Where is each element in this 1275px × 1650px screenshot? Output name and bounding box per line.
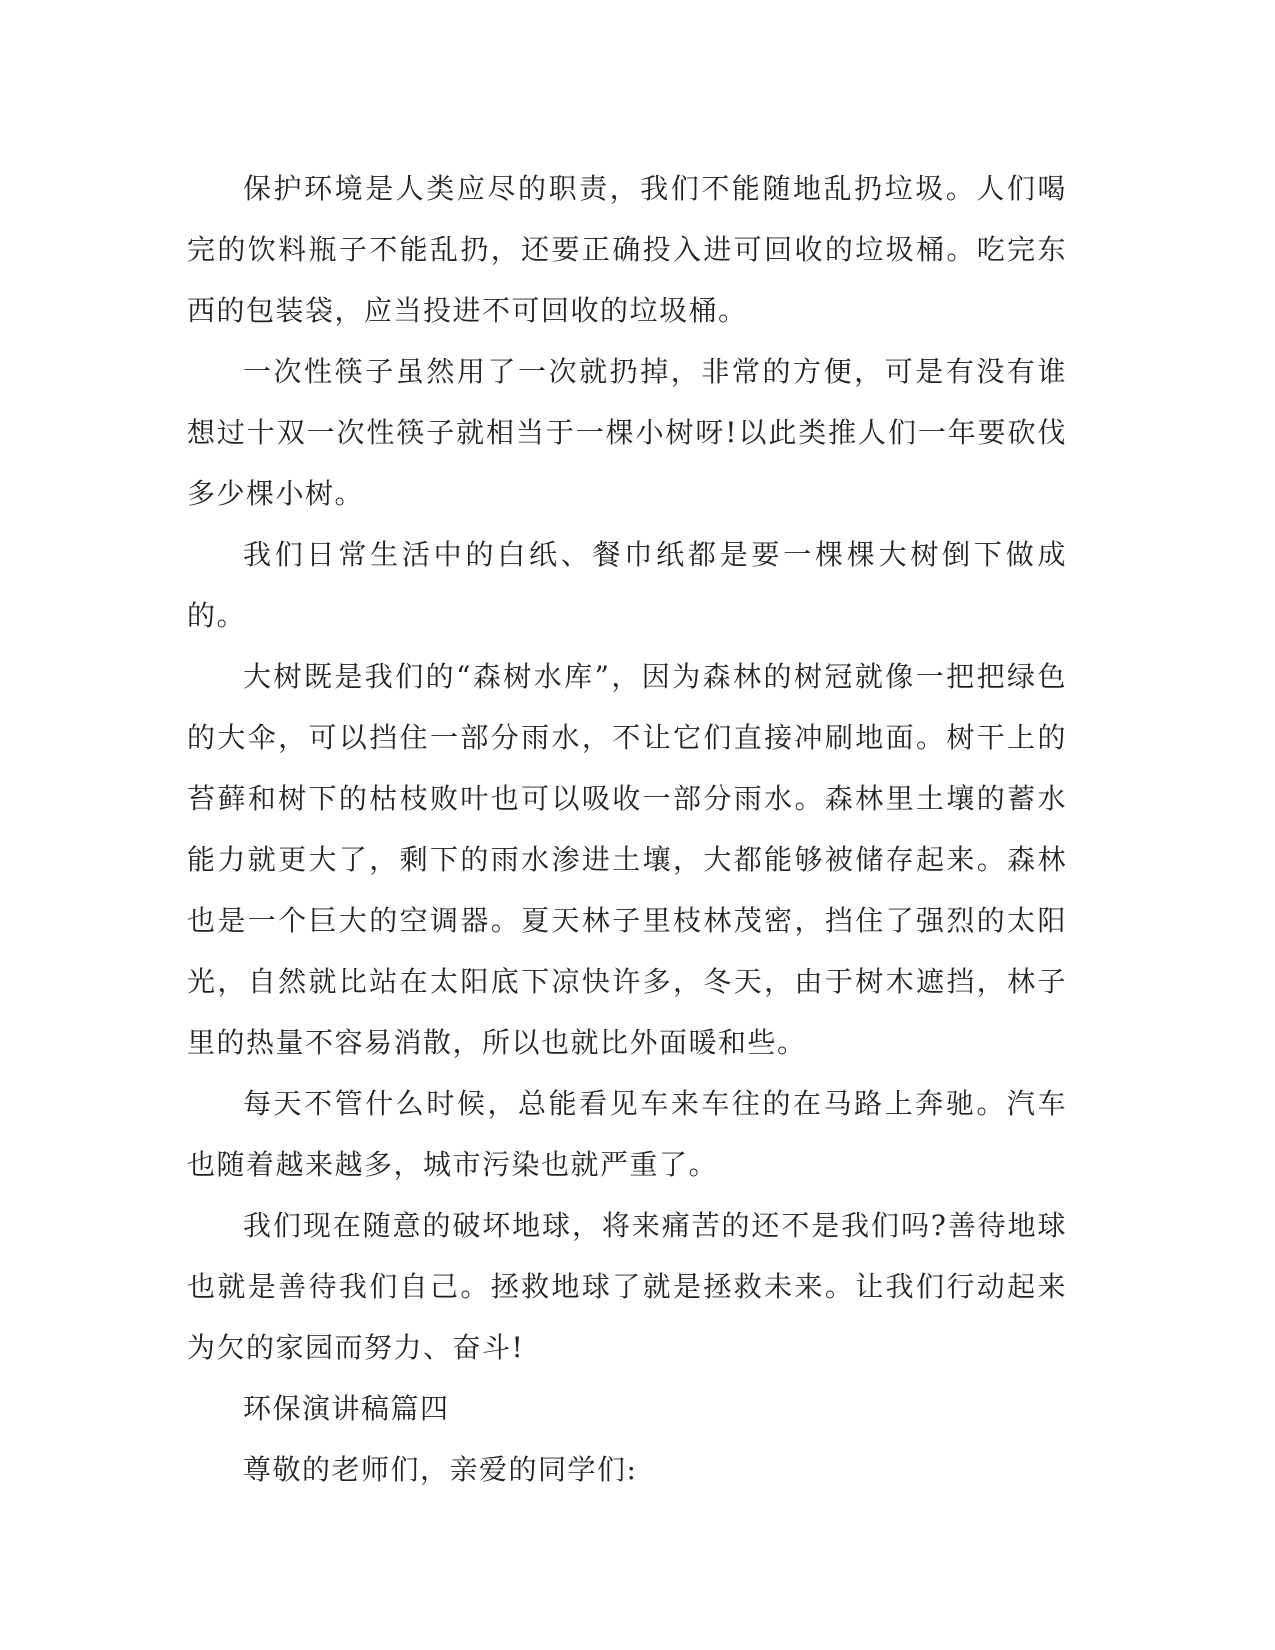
salutation: 尊敬的老师们，亲爱的同学们: (243, 1453, 638, 1486)
paragraph-3: 我们日常生活中的白纸、餐巾纸都是要一棵棵大树倒下做成的。 (187, 538, 1067, 632)
paragraph-6: 我们现在随意的破坏地球，将来痛苦的还不是我们吗?善待地球也就是善待我们自己。拯救地球了就是拯救未来。让我们行动起来为欠的家园而努力、奋斗! (187, 1209, 1067, 1364)
document-body (187, 158, 1067, 1500)
paragraph-5: 每天不管什么时候，总能看见车来车往的在马路上奔驰。汽车也随着越来越多，城市污染也就严重了。 (187, 1087, 1067, 1181)
paragraph-4: 大树既是我们的“森树水库”，因为森林的树冠就像一把把绿色的大伞，可以挡住一部分雨水，不让它们直接冲刷地面。树干上的苔藓和树下的枯枝败叶也可以吸收一部分雨水。森林里土壤的蓄水能力就更大了，剩下的雨水渗进土壤，大都能够被储存起来。森林也是一个巨大的空调器。夏天林子里枝林茂密，挡住了强烈的太阳光，自然就比站在太阳底下凉快许多，冬天，由于树木遮挡，林子里的热量不容易消散，所以也就比外面暖和些。 (187, 660, 1067, 1059)
paragraph-1: 保护环境是人类应尽的职责，我们不能随地乱扔垃圾。人们喝完的饮料瓶子不能乱扔，还要正确投入进可回收的垃圾桶。吃完东西的包装袋，应当投进不可回收的垃圾桶。 (187, 172, 1067, 327)
paragraph-2: 一次性筷子虽然用了一次就扔掉，非常的方便，可是有没有谁想过十双一次性筷子就相当于一棵小树呀!以此类推人们一年要砍伐多少棵小树。 (187, 355, 1067, 510)
section-heading: 环保演讲稿篇四 (243, 1392, 450, 1425)
